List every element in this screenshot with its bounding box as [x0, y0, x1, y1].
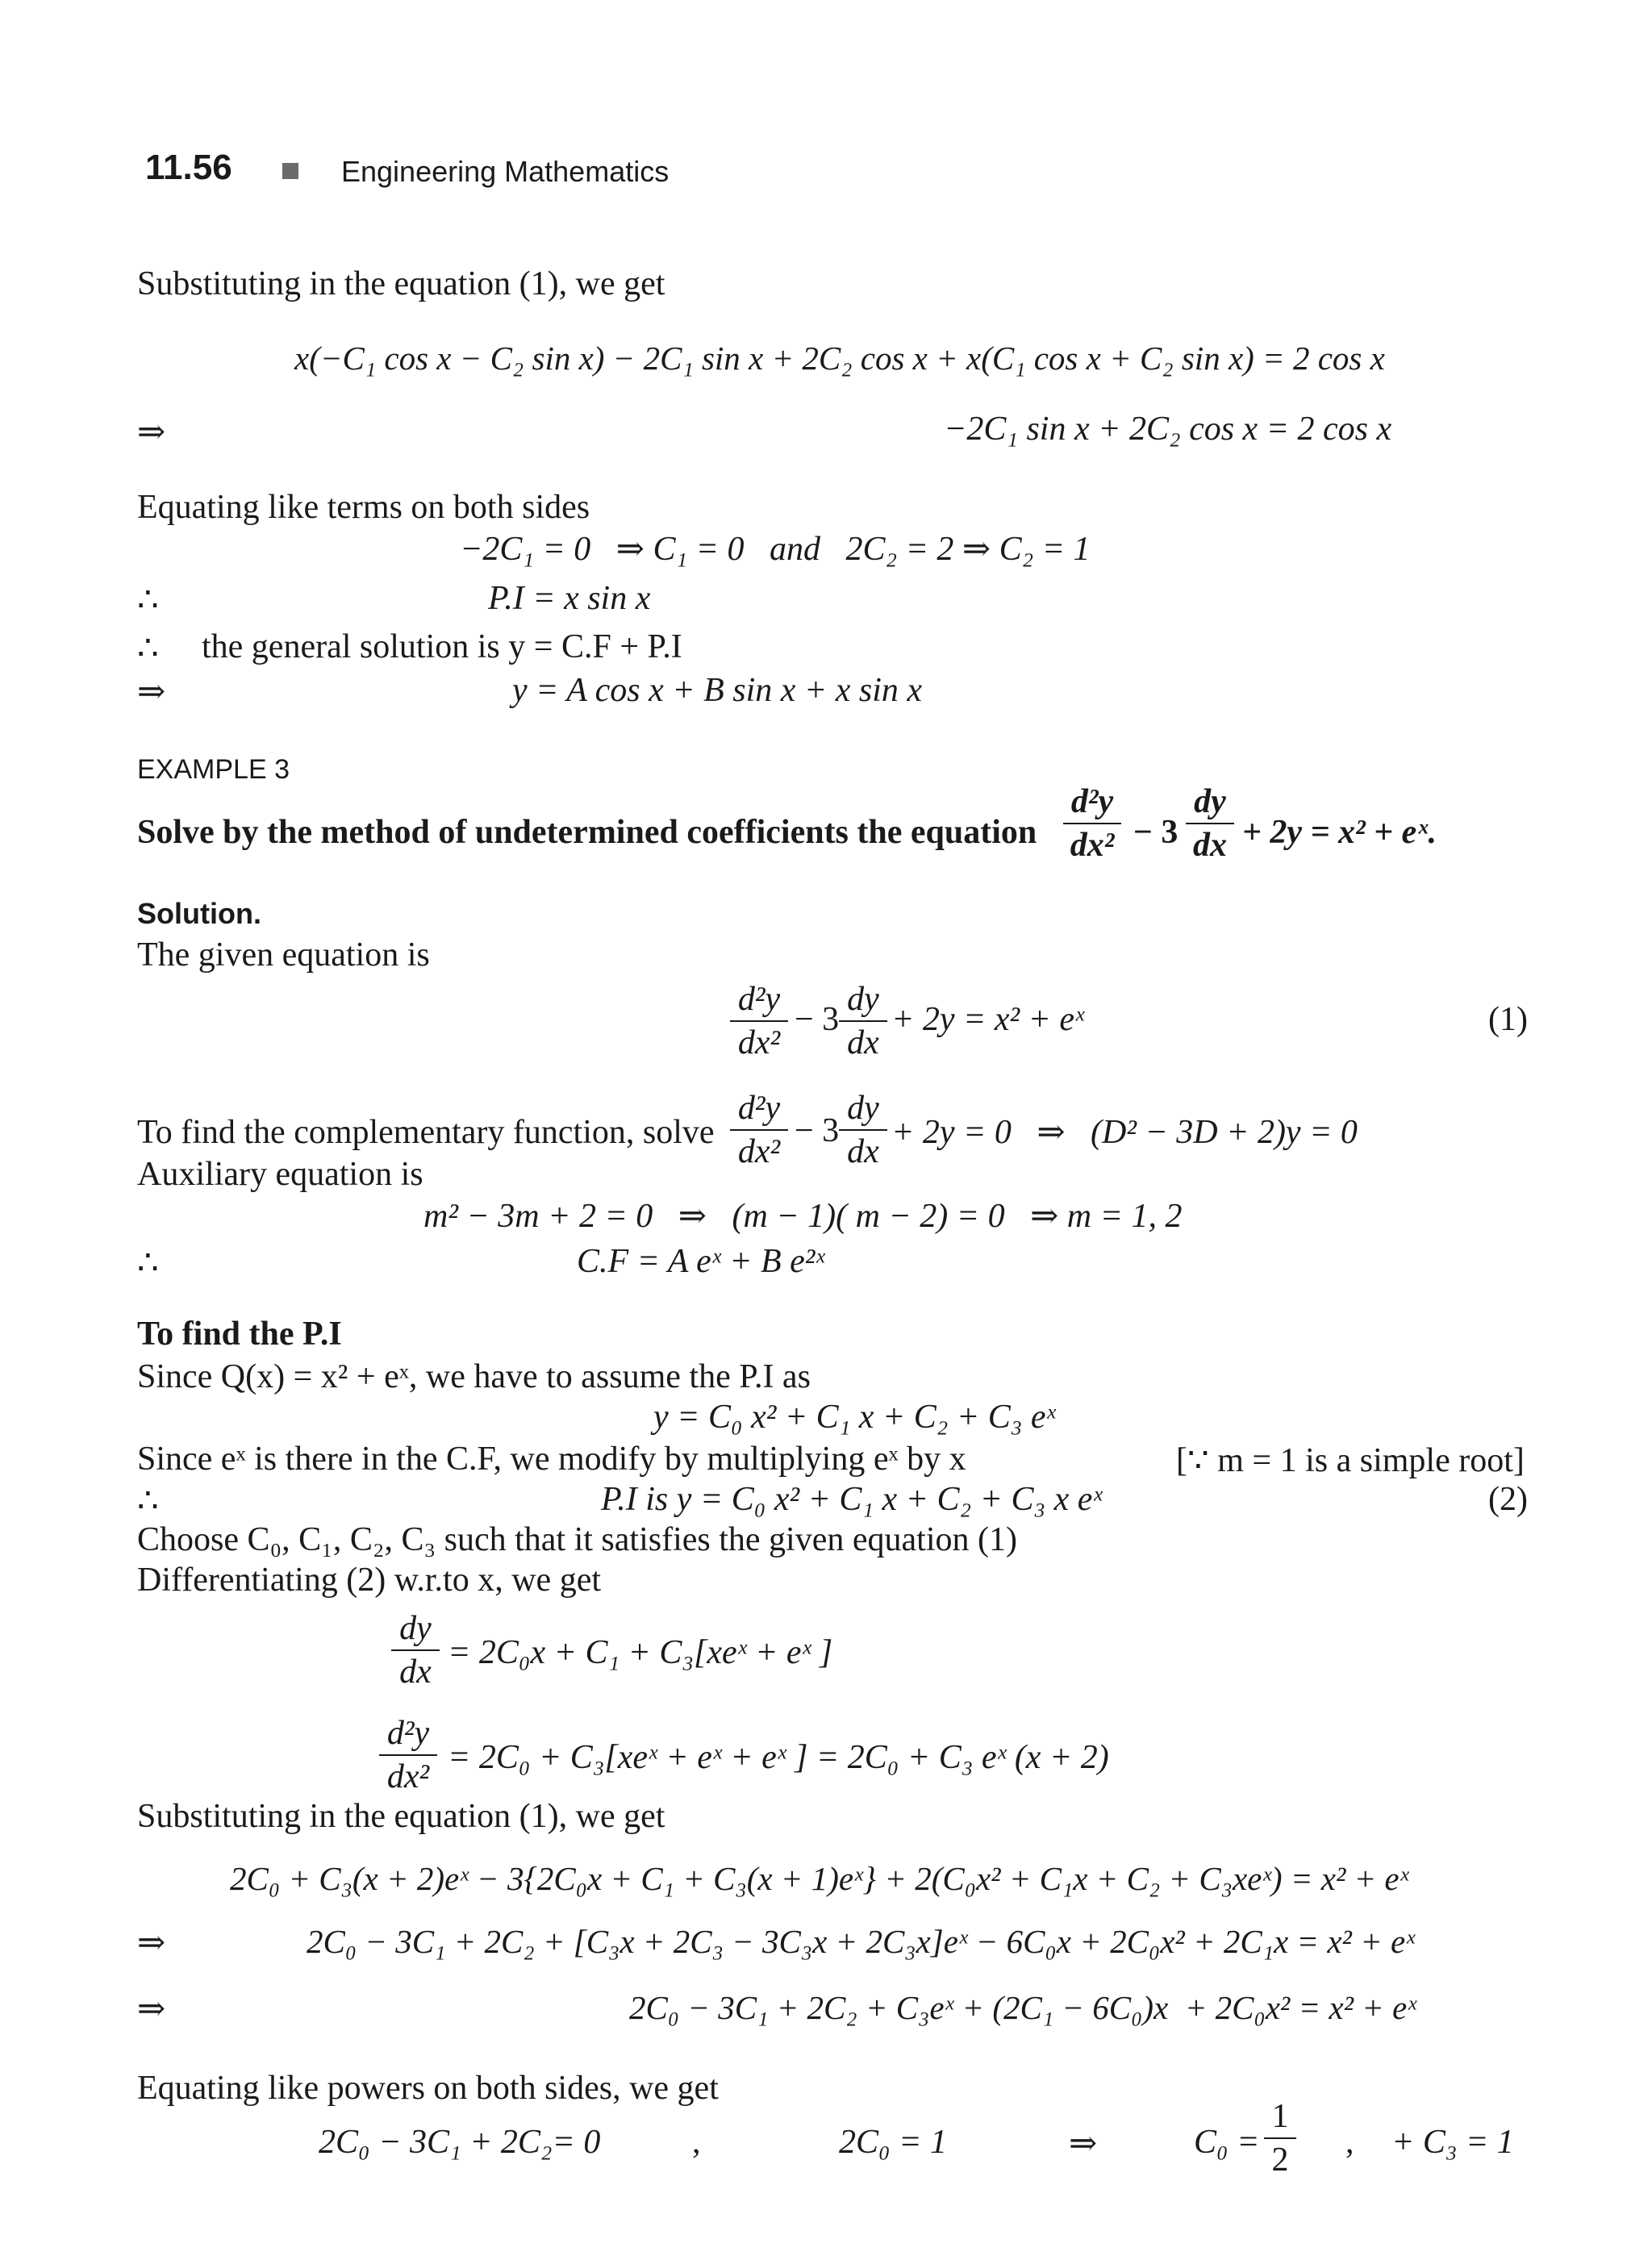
numerator: dy — [1194, 783, 1226, 820]
numerator: d²y — [386, 1715, 430, 1752]
fraction — [730, 980, 788, 1062]
denominator: dx — [847, 1024, 879, 1061]
header-square-icon — [282, 163, 298, 179]
equation-line: −2C₁ = 0 ⇒ C₁ = 0 and 2C₂ = 2 ⇒ C₂ = 1 — [460, 531, 1091, 568]
denominator: dx — [847, 1133, 879, 1170]
text-line: Substituting in the equation (1), we get — [137, 265, 665, 302]
implies-symbol: ⇒ — [1069, 2125, 1098, 2162]
text-line: Equating like powers on both sides, we get — [137, 2070, 719, 2107]
fraction — [839, 980, 887, 1062]
numerator: dy — [399, 1610, 432, 1647]
denominator: dx² — [1070, 827, 1115, 864]
numerator: dy — [847, 1090, 879, 1127]
equation-number: (1) — [1488, 1001, 1528, 1038]
denominator: 2 — [1271, 2141, 1289, 2179]
text-line: Differentiating (2) w.r.to x, we get — [137, 1562, 601, 1599]
therefore-symbol: ∴ — [137, 1482, 159, 1520]
solution-label: Solution. — [137, 897, 261, 930]
denominator: dx² — [737, 1133, 781, 1170]
fraction — [1264, 2097, 1296, 2179]
equation-line: = 2C₀ + C₃[xeˣ + eˣ + eˣ ] = 2C₀ + C₃ eˣ (x + 2) — [448, 1739, 1109, 1776]
equation-line: P.I is y = C₀ x² + C₁ x + C₂ + C₃ x eˣ — [601, 1481, 1103, 1518]
equation-line: 2C₀ − 3C₁ + 2C₂ + [C₃x + 2C₃ − 3C₃x + 2C₃x]eˣ − 6C₀x + 2C₀x² + 2C₁x = x² + eˣ — [307, 1923, 1415, 1960]
text-line: Since Q(x) = x² + eˣ, we have to assume the P.I as — [137, 1358, 811, 1395]
comma: , — [1345, 2124, 1354, 2161]
therefore-symbol: ∴ — [137, 582, 159, 619]
implies-symbol: ⇒ — [137, 1991, 166, 2028]
fraction — [1063, 782, 1121, 865]
text-line: Choose C₀, C₁, C₂, C₃ such that it satisfies the given equation (1) — [137, 1521, 1017, 1558]
denominator: dx² — [737, 1024, 781, 1061]
implies-symbol: ⇒ — [137, 673, 166, 711]
text-line: Auxiliary equation is — [137, 1156, 423, 1193]
text-line: The given equation is — [137, 936, 430, 974]
equation-line: + 2y = 0 ⇒ (D² − 3D + 2)y = 0 — [891, 1114, 1358, 1151]
numerator: d²y — [1070, 783, 1114, 820]
equation-line: y = A cos x + B sin x + x sin x — [512, 672, 923, 709]
equation-line: P.I = x sin x — [488, 580, 651, 617]
equation-line: = 2C₀x + C₁ + C₃[xeˣ + eˣ ] — [448, 1634, 833, 1671]
fraction — [730, 1089, 788, 1171]
equation-line: 2C₀ − 3C₁ + 2C₂= 0 — [319, 2124, 601, 2161]
therefore-symbol: ∴ — [137, 630, 159, 667]
equation-line: 2C₀ = 1 — [839, 2124, 947, 2161]
equation-line: x(−C₁ cos x − C₂ sin x) − 2C₁ sin x + 2C₂ cos x + x(C₁ cos x + C₂ sin x) = 2 cos x — [294, 340, 1385, 377]
denominator: dx² — [386, 1758, 430, 1795]
fraction — [391, 1609, 440, 1691]
example-label: EXAMPLE 3 — [137, 754, 290, 785]
equation-line: C.F = A eˣ + B e²ˣ — [577, 1243, 825, 1280]
comma: , — [692, 2124, 701, 2161]
equation-line: C₀ = — [1194, 2124, 1260, 2161]
operator: − 3 — [1133, 814, 1179, 851]
equation-line: m² − 3m + 2 = 0 ⇒ (m − 1)( m − 2) = 0 ⇒ m = 1, 2 — [423, 1198, 1183, 1235]
operator: − 3 — [795, 1001, 840, 1038]
equation-line: 2C₀ − 3C₁ + 2C₂ + C₃eˣ + (2C₁ − 6C₀)x + 2C₀x² = x² + eˣ — [629, 1989, 1416, 2026]
fraction — [1186, 782, 1234, 865]
text-line: the general solution is y = C.F + P.I — [202, 628, 682, 665]
text-line: Equating like terms on both sides — [137, 489, 590, 526]
denominator: dx — [399, 1653, 432, 1691]
equation-line: y = C₀ x² + C₁ x + C₂ + C₃ eˣ — [653, 1399, 1056, 1436]
therefore-symbol: ∴ — [137, 1245, 159, 1282]
text-line: To find the complementary function, solve — [137, 1114, 715, 1151]
equation-line: + C₃ = 1 — [1391, 2124, 1514, 2161]
section-heading: To find the P.I — [137, 1316, 342, 1353]
numerator: 1 — [1271, 2098, 1289, 2135]
operator: − 3 — [795, 1112, 840, 1149]
text-line: Substituting in the equation (1), we get — [137, 1798, 665, 1835]
denominator: dx — [1193, 827, 1227, 864]
example-equation-tail: + 2y = x² + eˣ. — [1242, 814, 1437, 851]
equation-line: + 2y = x² + eˣ — [891, 1001, 1084, 1038]
implies-symbol: ⇒ — [137, 414, 166, 451]
equation-number: (2) — [1488, 1481, 1528, 1518]
fraction — [379, 1714, 437, 1796]
text-line: Since eˣ is there in the C.F, we modify by multiplying eˣ by x — [137, 1441, 966, 1478]
implies-symbol: ⇒ — [137, 1924, 166, 1962]
example-statement: Solve by the method of undetermined coefficients the equation — [137, 814, 1037, 851]
side-note: [∵ m = 1 is a simple root] — [1176, 1442, 1525, 1479]
equation-line: 2C₀ + C₃(x + 2)eˣ − 3{2C₀x + C₁ + C₃(x + 1)eˣ} + 2(C₀x² + C₁x + C₂ + C₃xeˣ) = x² + eˣ — [230, 1860, 1409, 1897]
numerator: dy — [847, 981, 879, 1018]
equation-line: −2C₁ sin x + 2C₂ cos x = 2 cos x — [944, 411, 1392, 448]
numerator: d²y — [737, 1090, 781, 1127]
book-title: Engineering Mathematics — [341, 155, 670, 188]
numerator: d²y — [737, 981, 781, 1018]
page-number: 11.56 — [145, 148, 232, 187]
fraction — [839, 1089, 887, 1171]
